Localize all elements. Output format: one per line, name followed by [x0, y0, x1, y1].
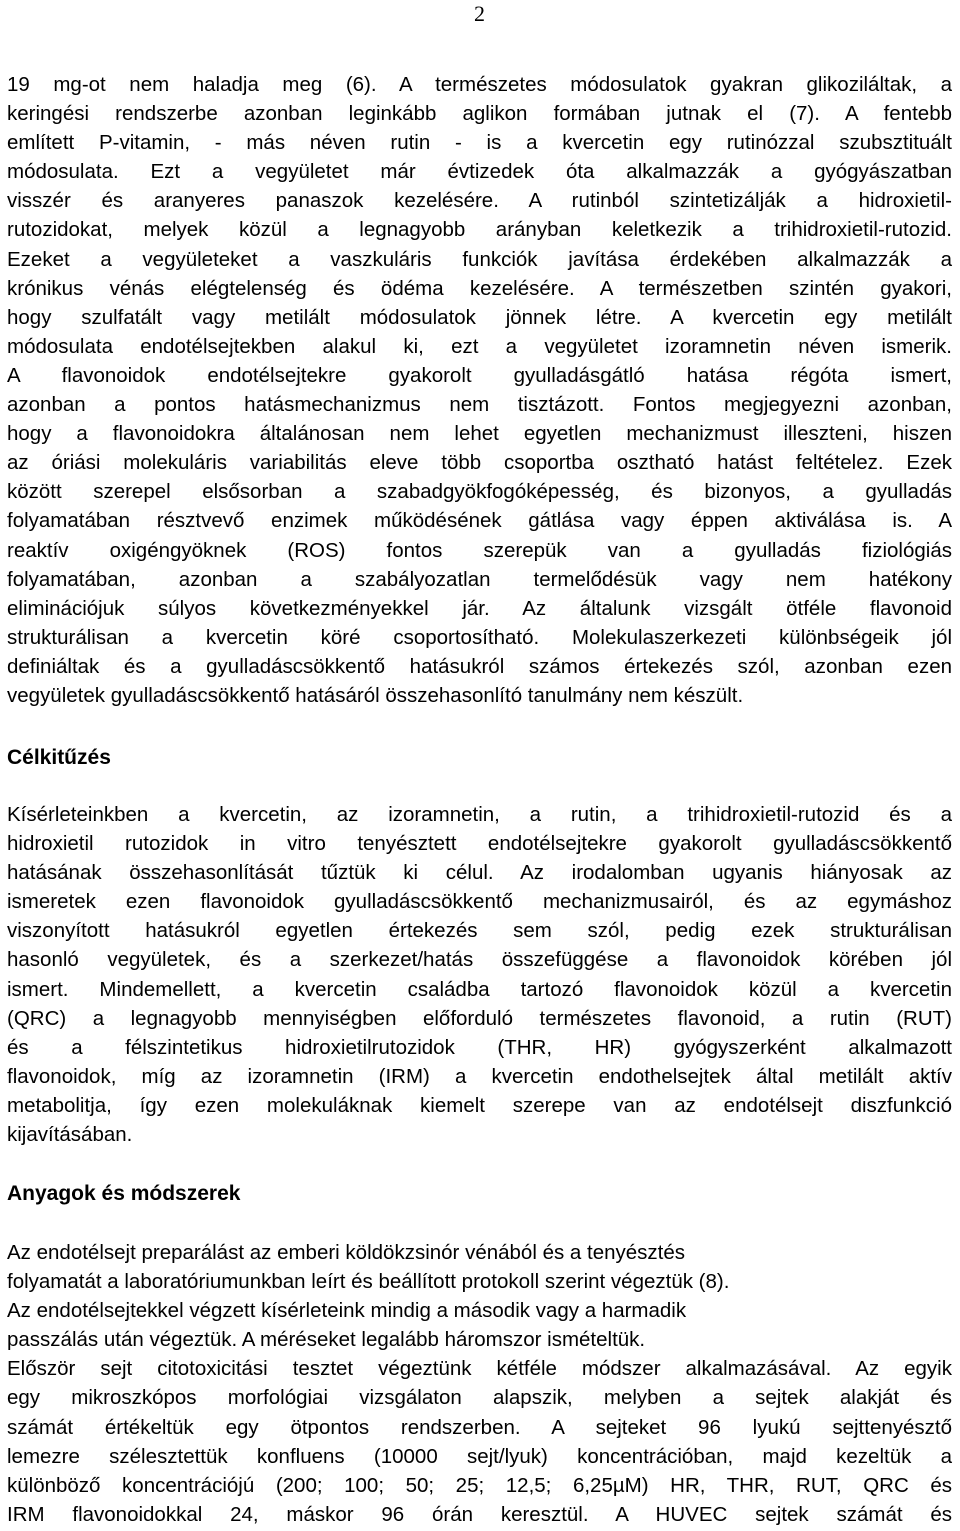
text-line: metabolitja, így ezen molekuláknak kiemelt szerepe van az endotélsejt diszfunkció — [7, 1093, 952, 1117]
methods-paragraph — [7, 1238, 952, 1529]
text-line: az óriási molekuláris variabilitás eleve több csoportba osztható hatást feltételez. Ezek — [7, 451, 952, 475]
text-line: kijavításában. — [7, 1123, 133, 1147]
section-heading-methods: Anyagok és módszerek — [7, 1182, 241, 1205]
text-line: különböző koncentrációjú (200; 100; 50; 25; 12,5; 6,25µM) HR, THR, RUT, QRC és — [7, 1473, 952, 1497]
text-line: ismeretek ezen flavonoidok gyulladáscsökkentő mechanizmusairól, és az egymáshoz — [7, 890, 952, 914]
text-line: folyamatában résztvevő enzimek működésének gátlása vagy éppen aktiválása is. A — [7, 509, 952, 533]
text-line: módosulata. Ezt a vegyületet már évtizedek óta alkalmazzák a gyógyászatban — [7, 160, 952, 184]
aims-paragraph — [7, 800, 952, 1149]
text-line: definiáltak és a gyulladáscsökkentő hatásukról számos értekezés szól, azonban ezen — [7, 654, 952, 678]
text-line: IRM flavonoidokkal 24, máskor 96 órán keresztül. A HUVEC sejtek számát és — [7, 1502, 952, 1526]
text-line: hasonló vegyületek, és a szerkezet/hatás összefüggése a flavonoidok körében jól — [7, 948, 952, 972]
text-line: Kísérleteinkben a kvercetin, az izoramnetin, a rutin, a trihidroxietil-rutozid és a — [7, 803, 952, 826]
text-line: lemezre szélesztettük konfluens (10000 sejt/lyuk) koncentrációban, majd kezeltük a — [7, 1444, 952, 1468]
page-number: 2 — [474, 1, 485, 26]
text-line: azonban a pontos hatásmechanizmus nem tisztázott. Fontos megjegyezni azonban, — [7, 393, 952, 417]
text-line: hogy szulfatált vagy metilált módosulatok jönnek létre. A kvercetin egy metilált — [7, 305, 952, 329]
text-line: flavonoidok, míg az izoramnetin (IRM) a kvercetin endothelsejtek által metilált aktív — [7, 1064, 952, 1088]
text-line: viszonyított hatásukról egyetlen értekezés sem szól, pedig ezek strukturálisan — [7, 919, 952, 943]
text-line: említett P-vitamin, - más néven rutin - is a kvercetin egy rutinózzal szubsztituált — [7, 131, 952, 155]
text-line: Az endotélsejtekkel végzett kísérleteink mindig a második vagy a harmadik — [7, 1299, 687, 1323]
text-line: A flavonoidok endotélsejtekre gyakorolt gyulladásgátló hatása régóta ismert, — [7, 363, 952, 387]
text-line: vegyületek gyulladáscsökkentő hatásáról összehasonlító tanulmány nem készült. — [7, 683, 744, 707]
text-line: Ezeket a vegyületeket a vaszkuláris funkciók javítása érdekében alkalmazzák a — [7, 247, 952, 271]
text-line: keringési rendszerbe azonban leginkább aglikon formában jutnak el (7). A fentebb — [7, 102, 952, 126]
text-line: számát értékeltük egy ötpontos rendszerben. A sejteket 96 lyukú sejttenyésztő — [7, 1415, 952, 1439]
text-line: hogy a flavonoidokra általánosan nem lehet egyetlen mechanizmust illeszteni, hiszen — [7, 422, 952, 446]
text-line: ismert. Mindemellett, a kvercetin családba tartozó flavonoidok közül a kvercetin — [7, 977, 952, 1001]
section-heading-aims: Célkitűzés — [7, 746, 111, 769]
text-line: hatásának összehasonlítását tűztük ki célul. Az irodalomban ugyanis hiányosak az — [7, 861, 952, 885]
text-line: 19 mg-ot nem haladja meg (6). A természetes módosulatok gyakran glikoziláltak, a — [7, 73, 952, 96]
text-line: hidroxietil rutozidok in vitro tenyésztett endotélsejtekre gyakorolt gyulladáscsökkentő — [7, 832, 952, 856]
text-line: krónikus vénás elégtelenség és ödéma kezelésére. A természetben szintén gyakori, — [7, 276, 952, 300]
text-line: folyamatát a laboratóriumunkban leírt és beállított protokoll szerint végeztük (8). — [7, 1270, 730, 1294]
text-line: visszér és aranyeres panaszok kezelésére. A rutinból szintetizálják a hidroxietil- — [7, 189, 952, 213]
text-line: rutozidokat, melyek közül a legnagyobb arányban keletkezik a trihidroxietil-rutozid. — [7, 218, 952, 242]
text-line: módosulata endotélsejtekben alakul ki, ezt a vegyületet izoramnetin néven ismerik. — [7, 334, 952, 358]
text-line: Az endotélsejt preparálást az emberi köldökzsinór vénából és a tenyésztés — [7, 1241, 686, 1264]
text-line: és a félszintetikus hidroxietilrutozidok (THR, HR) gyógyszerként alkalmazott — [7, 1035, 952, 1059]
text-line: Először sejt citotoxicitási tesztet végeztünk kétféle módszer alkalmazásával. Az egyik — [7, 1357, 952, 1381]
intro-paragraph — [7, 70, 952, 710]
text-line: folyamatában, azonban a szabályozatlan termelődésük vagy nem hatékony — [7, 567, 952, 591]
text-line: strukturálisan a kvercetin köré csoportosítható. Molekulaszerkezeti különbségeik jól — [7, 625, 952, 649]
text-line: egy mikroszkópos morfológiai vizsgálaton alapszik, melyben a sejtek alakját és — [7, 1386, 952, 1410]
text-line: reaktív oxigéngyöknek (ROS) fontos szerepük van a gyulladás fiziológiás — [7, 538, 952, 562]
text-line: (QRC) a legnagyobb mennyiségben előforduló természetes flavonoid, a rutin (RUT) — [7, 1006, 952, 1030]
text-line: között szerepel elsősorban a szabadgyökfogóképesség, és bizonyos, a gyulladás — [7, 480, 952, 504]
text-line: passzálás után végeztük. A méréseket legalább háromszor ismételtük. — [7, 1328, 646, 1352]
text-line: eliminációjuk súlyos következményekkel jár. Az általunk vizsgált ötféle flavonoid — [7, 596, 952, 620]
